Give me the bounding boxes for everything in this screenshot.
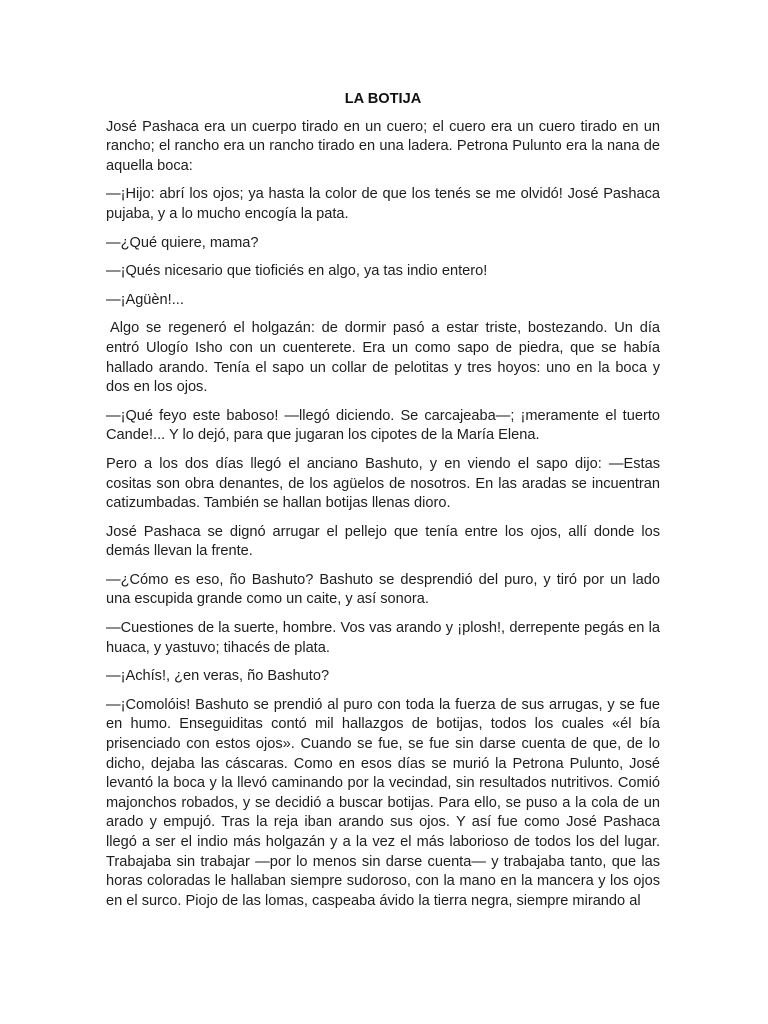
paragraph-12: —¡Achís!, ¿en veras, ño Bashuto? [106,668,330,685]
paragraph-10: —¿Cómo es eso, ño Bashuto? Bashuto se desprendió del puro, y tiró por un lado una escupida grande como un caite, y así sonora. [106,571,660,608]
paragraph-1: José Pashaca era un cuerpo tirado en un cuero; el cuero era un cuero tirado en un rancho; el rancho era un rancho tirado en una ladera. Petrona Pulunto era la nana de aquella boca: [106,118,660,174]
paragraph-7: —¡Qué feyo este baboso! —llegó diciendo. Se carcajeaba—; ¡meramente el tuerto Cande!... Y lo dejó, para que jugaran los cipotes de la María Elena. [106,407,660,444]
paragraph-13: —¡Comolóis! Bashuto se prendió al puro con toda la fuerza de sus arrugas, y se fue en humo. Enseguiditas contó mil hallazgos de botijas, todos los cuales «él bía prisenciado con estos ojos». Cuando se fue, se fue sin darse cuenta de que, de lo dicho, dejaba las cáscaras. Como en esos días se murió la Petrona Pulunto, José levantó la boca y la llevó caminando por la vecindad, sin resultados nutritivos. Comió majonchos robados, y se decidió a buscar botijas. Para ello, se puso a la cola de un arado y empujó. Tras la reja iban arando sus ojos. Y así fue como José Pashaca llegó a ser el indio más holgazán y a la vez el más laborioso de todos los del lugar. Trabajaba sin trabajar —por lo menos sin darse cuenta— y trabajaba tanto, que las horas coloradas le hallaban siempre sudoroso, con la mano en la mancera y los ojos en el surco. Piojo de las lomas, caspeaba ávido la tierra negra, siempre mirando al [106,696,660,909]
paragraph-2: —¡Hijo: abrí los ojos; ya hasta la color de que los tenés se me olvidó! José Pashaca pujaba, y a lo mucho encogía la pata. [106,186,660,222]
document-title: LA BOTIJA [344,91,422,107]
paragraph-5: —¡Agüèn!... [106,291,184,308]
document-body [106,90,660,920]
paragraph-8: Pero a los dos días llegó el anciano Bashuto, y en viendo el sapo dijo: —Estas cositas son obra denantes, de los agüelos de nosotros. En las aradas se incuentran catizumbadas. También se hallan botijas llenas dioro. [106,455,660,512]
paragraph-9: José Pashaca se dignó arrugar el pellejo que tenía entre los ojos, allí donde los demás llevan la frente. [106,523,660,560]
paragraph-11: —Cuestiones de la suerte, hombre. Vos vas arando y ¡plosh!, derrepente pegás en la huaca, y yastuvo; tihacés de plata. [106,620,660,656]
paragraph-6: Algo se regeneró el holgazán: de dormir pasó a estar triste, bostezando. Un día entró Ulogío Isho con un cuenterete. Era un como sapo de piedra, que se había hallado arando. Tenía el sapo un collar de pelotitas y tres hoyos: uno en la boca y dos en los ojos. [106,320,660,396]
paragraph-4: —¡Qués nicesario que tioficiés en algo, ya tas indio entero! [106,263,488,280]
paragraph-3: —¿Qué quiere, mama? [106,234,259,251]
